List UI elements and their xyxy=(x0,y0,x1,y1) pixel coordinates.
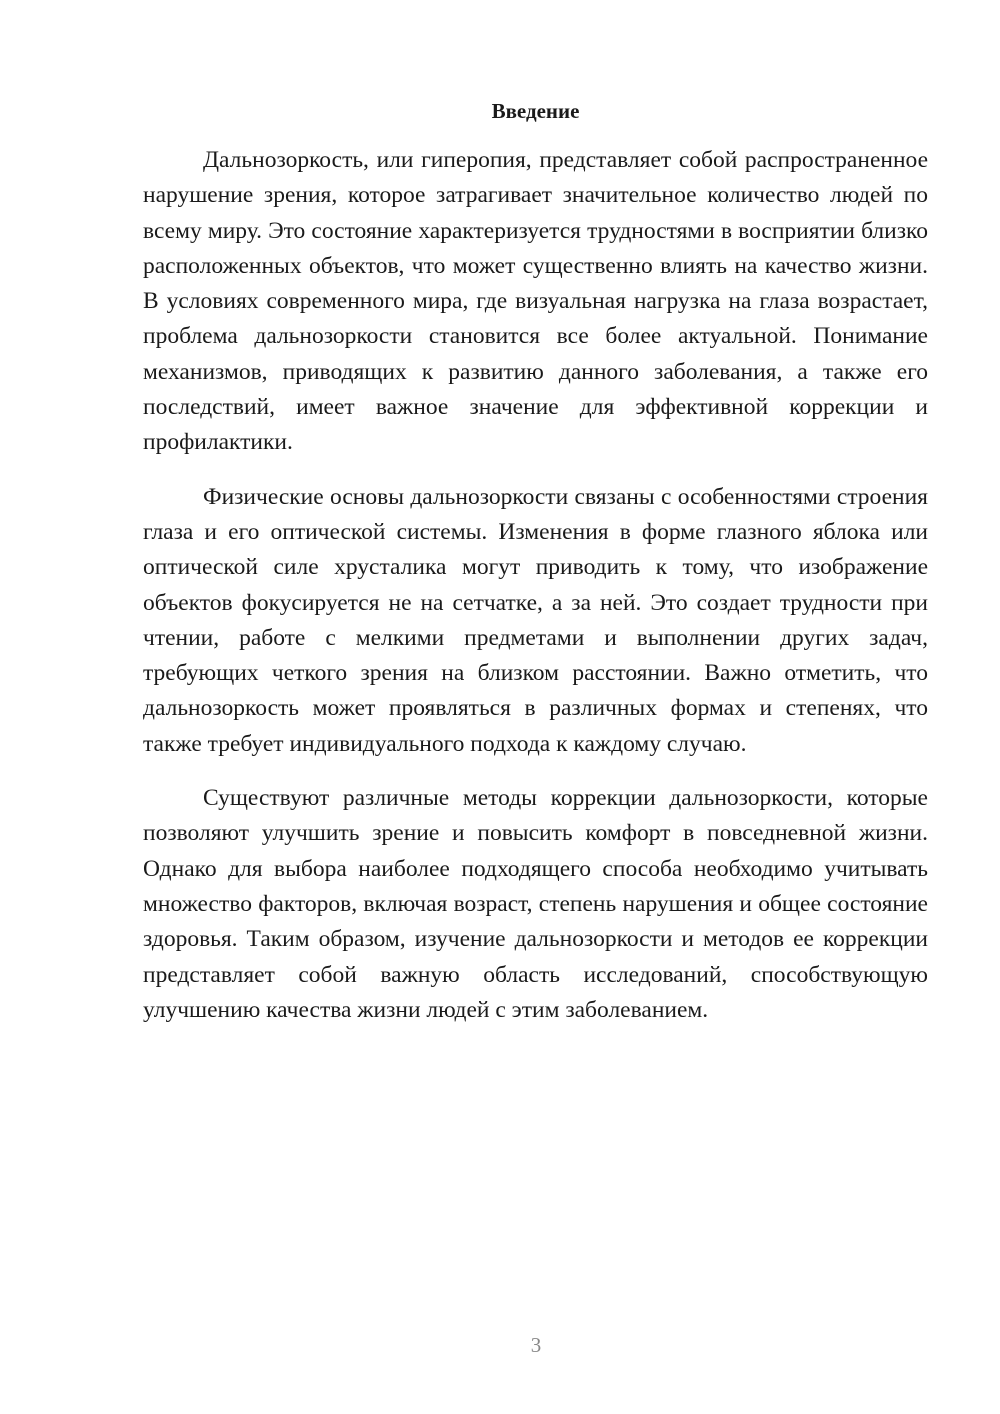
page-number: 3 xyxy=(530,1333,542,1357)
paragraph-3: Существуют различные методы коррекции дальнозоркости, которые позволяют улучшить зрение и повысить комфорт в повседневной жизни. Однако для выбора наиболее подходящего способа необходимо учитывать множество факторов, включая возраст, степень нарушения и общее состояние здоровья. Таким образом, изучение дальнозоркости и методов ее коррекции представляет собой важную область исследований, способствующую улучшению качества жизни людей с этим заболеванием. xyxy=(143,785,928,1023)
section-title: Введение xyxy=(491,99,580,123)
paragraph-2: Физические основы дальнозоркости связаны с особенностями строения глаза и его оптической системы. Изменения в форме глазного яблока или оптической силе хрусталика могут приводить к тому, что изображение объектов фокусируется не на сетчатке, а за ней. Это создает трудности при чтении, работе с мелкими предметами и выполнении других задач, требующих четкого зрения на близком расстоянии. Важно отметить, что дальнозоркость может проявляться в различных формах и степенях, что также требует индивидуального подхода к каждому случаю. xyxy=(143,483,928,757)
paragraph-1: Дальнозоркость, или гиперопия, представляет собой распространенное нарушение зрения, которое затрагивает значительное количество людей по всему миру. Это состояние характеризуется трудностями в восприятии близко расположенных объектов, что может существенно влиять на качество жизни. В условиях современного мира, где визуальная нагрузка на глаза возрастает, проблема дальнозоркости становится все более актуальной. Понимание механизмов, приводящих к развитию данного заболевания, а также его последствий, имеет важное значение для эффективной коррекции и профилактики. xyxy=(143,147,928,456)
page-content xyxy=(143,96,928,1028)
